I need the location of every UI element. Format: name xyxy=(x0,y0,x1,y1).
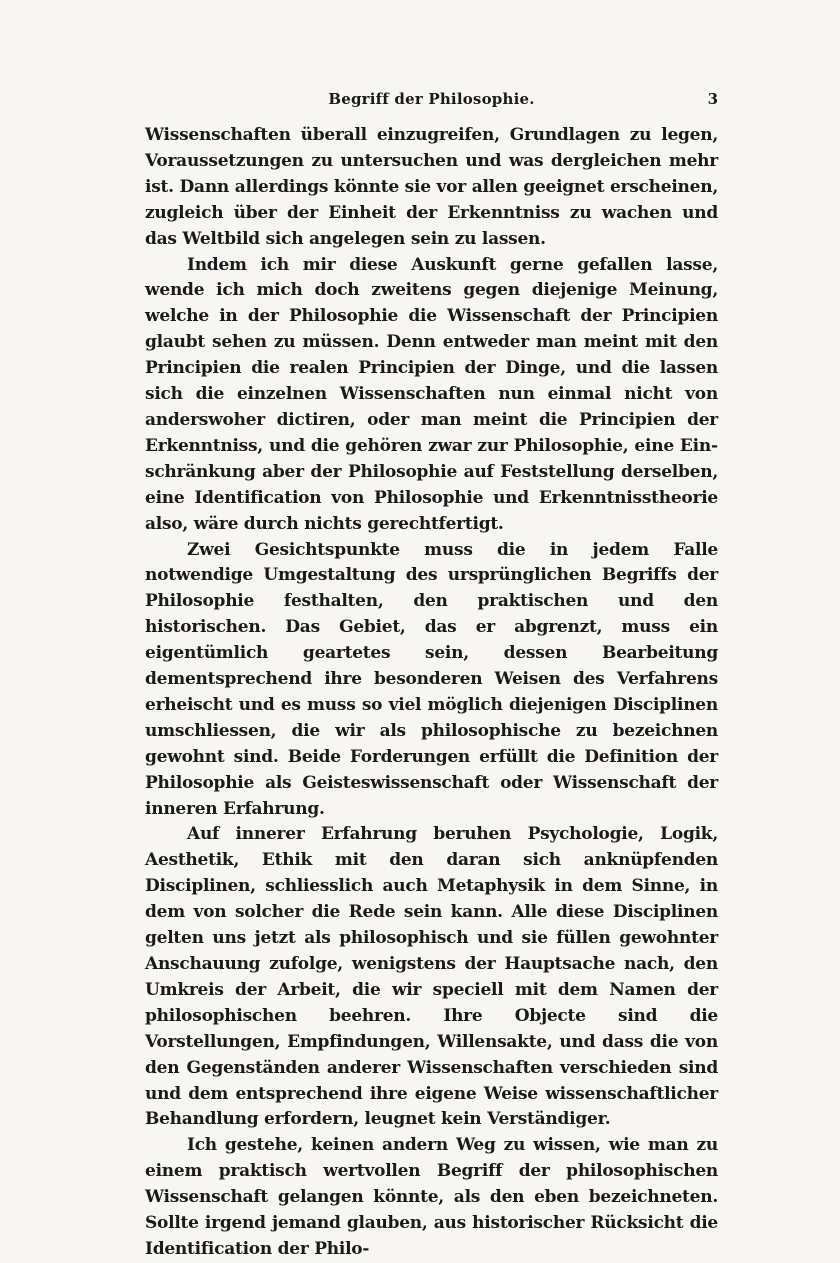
paragraph: Auf innerer Erfahrung beruhen Psychologie, Logik, Aesthetik, Ethik mit den daran sich anknüpfenden Disciplinen, schliesslich auch Metaphysik in dem Sinne, in dem von solcher die Rede sein kann. Alle diese Disciplinen gelten uns jetzt als philosophisch und sie füllen gewohnter Anschauung zufolge, wenigstens der Hauptsache nach, den Umkreis der Arbeit, die wir speciell mit dem Namen der philosophischen beehren. Ihre Objecte sind die Vorstellungen, Empfindungen, Willensakte, und dass die von den Gegenständen anderer Wissenschaften verschieden sind und dem entsprechend ihre eigene Weise wissenschaftlicher Behandlung erfordern, leugnet kein Verständiger. xyxy=(145,824,718,1130)
body-text xyxy=(145,123,718,1263)
page-number: 3 xyxy=(707,90,718,108)
paragraph-continuation: Wissenschaften überall einzugreifen, Grundlagen zu legen, Voraussetzungen zu untersuchen und was dergleichen mehr ist. Dann allerdings könnte sie vor allen geeignet erscheinen, zugleich über der Einheit der Erkenntniss zu wachen und das Weltbild sich angelegen sein zu lassen. xyxy=(145,125,718,249)
paragraph: Zwei Gesichtspunkte muss die in jedem Falle notwendige Umgestaltung des ursprünglichen Begriffs der Philosophie festhalten, den praktischen und den historischen. Das Gebiet, das er abgrenzt, muss ein eigentümlich geartetes sein, dessen Bearbeitung dementsprechend ihre besonderen Weisen des Verfahrens erheischt und es muss so viel möglich diejenigen Disciplinen umschliessen, die wir als philosophische zu bezeichnen gewohnt sind. Beide Forderungen erfüllt die Definition der Philosophie als Geisteswissenschaft oder Wissenschaft der inneren Erfahrung. xyxy=(145,539,718,819)
page-header xyxy=(145,90,718,114)
paragraph: Ich gestehe, keinen andern Weg zu wissen, wie man zu einem praktisch wertvollen Begriff der philosophischen Wissenschaft gelangen könnte, als den eben bezeichneten. Sollte irgend jemand glauben, aus historischer Rücksicht die Identification der Philo- xyxy=(145,1135,718,1259)
paragraph: Indem ich mir diese Auskunft gerne gefallen lasse, wende ich mich doch zweitens gegen diejenige Meinung, welche in der Philosophie die Wissenschaft der Principien glaubt sehen zu müssen. Denn entweder man meint mit den Principien die realen Principien der Dinge, und die lassen sich die einzelnen Wissenschaften nun einmal nicht von anderswoher dictiren, oder man meint die Principien der Erkenntniss, und die gehören zwar zur Philosophie, eine Einschränkung aber der Philosophie auf Feststellung derselben, eine Identification von Philosophie und Erkenntnisstheorie also, wäre durch nichts gerechtfertigt. xyxy=(145,254,718,534)
running-title: Begriff der Philosophie. xyxy=(328,90,535,108)
